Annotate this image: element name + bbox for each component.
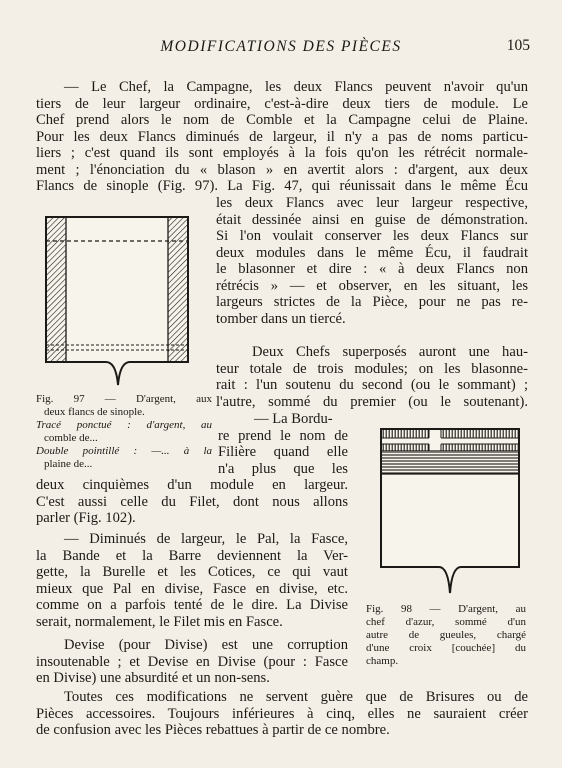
text-line: gette, la Burelle et les Cotices, ce qui vaut [36,564,348,581]
text-line: parler (Fig. 102). [36,510,136,527]
caption-line: Fig. 97 — D'argent, aux [36,393,212,405]
caption-line: chef d'azur, sommé d'un [366,616,526,628]
paragraph-flancs [36,79,528,195]
text-line: tiers de leur largeur ordinaire, c'est-à-dire deux tiers de module. Le [36,95,528,112]
text-line: Pour les deux Flancs diminués de largeur, il n'y a pas de noms particu- [36,128,528,145]
text-line: liers ; c'est quand ils sont employés à la fois qu'on les rétrécit normale- [36,145,528,162]
caption-line: d'une croix [couchée] du [366,642,526,654]
cross-horizontal-bar [382,438,518,444]
caption-line: Tracé ponctué : d'argent, au [36,419,212,431]
text-line: était dessinée ainsi en guise de démonstration. [216,211,528,228]
paragraph-conclusion [36,689,528,739]
text-line: Filière quand elle [218,444,348,461]
caption-line: comble de... [44,432,98,444]
text-line: rétrécis » — et observer, en les situant, les [216,277,528,294]
text-line: Devise (pour Divise) est une corruption [64,637,348,653]
text-line: de confusion avec les Pièces rebattues à partir de ce nombre. [36,722,390,739]
text-line: re prend le nom de [218,427,348,444]
chef-azur [382,452,518,474]
caption-line: deux flancs de sinople. [44,406,145,418]
shield-fig98 [379,427,521,595]
text-line: Si l'on voulait conserver les deux Flancs sur [216,228,528,245]
figure-97 [44,215,192,387]
text-line: Deux Chefs superposés auront une hau- [252,344,528,360]
caption-line: Double pointillé : —... à la [36,445,212,457]
caption-line: plaine de... [44,458,93,470]
text-line: insoutenable ; et Devise en Divise (pour : Fasce [36,653,348,670]
text-line: — La Bordu- [254,411,333,427]
cross-vertical-bar [429,430,441,451]
shield-outline [46,217,188,385]
text-line: C'est aussi celle du Filet, dont nous allons [36,493,348,510]
text-line: l'autre, sommé du premier (ou le soutenant). [216,393,528,410]
text-line: largeurs strictes de la Pièce, pour ne pas re- [216,294,528,311]
paragraph-bordure [36,477,348,527]
text-line: — Le Chef, la Campagne, les deux Flancs peuvent n'avoir qu'un [64,79,528,95]
text-line: les deux Flancs avec leur largeur respective, [216,195,528,211]
text-line: Pièces accessoires. Toujours inférieures à cinq, elles ne sauraient créer [36,705,528,722]
paragraph-diminues [36,531,348,630]
caption-fig97 [36,393,212,471]
text-line: mieux que Pal en divise, Fasce en divise, etc. [36,580,348,597]
figure-98 [379,427,521,595]
text-line: teur totale de trois modules; on les blasonne- [216,360,528,377]
text-line: le blasonner et dire : « à deux Flancs non [216,261,528,278]
flank-right [168,218,187,362]
text-line: n'a plus que les [218,460,348,477]
text-line: la Bande et la Barre deviennent la Ver- [36,547,348,564]
caption-fig98 [366,603,526,668]
text-line: deux cinquièmes d'un module en largeur. [36,477,348,493]
page-number: 105 [506,37,530,54]
text-line: rait : l'un soutenu du second (ou le sommant) ; [216,377,528,394]
text-line: ment ; l'énonciation du « blason » en avertit alors : d'argent, aux deux [36,161,528,178]
shield-fig97 [44,215,192,387]
text-line: Chef prend alors le nom de Comble et la Campagne celui de Plaine. [36,112,528,129]
text-line: comme on a parfois tenté de le dire. La Divise [36,597,348,614]
text-line: Toutes ces modifications ne servent guère que de Brisures ou de [64,689,528,705]
text-line: — Diminués de largeur, le Pal, la Fasce, [64,531,348,547]
paragraph-devise [36,637,348,687]
running-title: MODIFICATIONS DES PIÈCES [160,38,402,55]
text-line: Flancs de sinople (Fig. 97). La Fig. 47, qui réunissait dans le même Écu [36,178,528,195]
text-line: tomber dans un tiercé. [216,310,346,327]
paragraph-bordure-column [218,411,348,477]
caption-line: champ. [366,655,399,667]
paragraph-deux-chefs [216,344,528,410]
flank-left [47,218,66,362]
caption-line: autre de gueules, chargé [366,629,526,641]
paragraph-flancs-continued [216,195,528,327]
text-line: serait, normalement, le Filet mis en Fasce. [36,613,283,630]
text-line: deux modules dans le même Écu, il faudrait [216,244,528,261]
caption-line: Fig. 98 — D'argent, au [366,603,526,615]
text-line: en Divise) une absurdité et un non-sens. [36,670,270,687]
